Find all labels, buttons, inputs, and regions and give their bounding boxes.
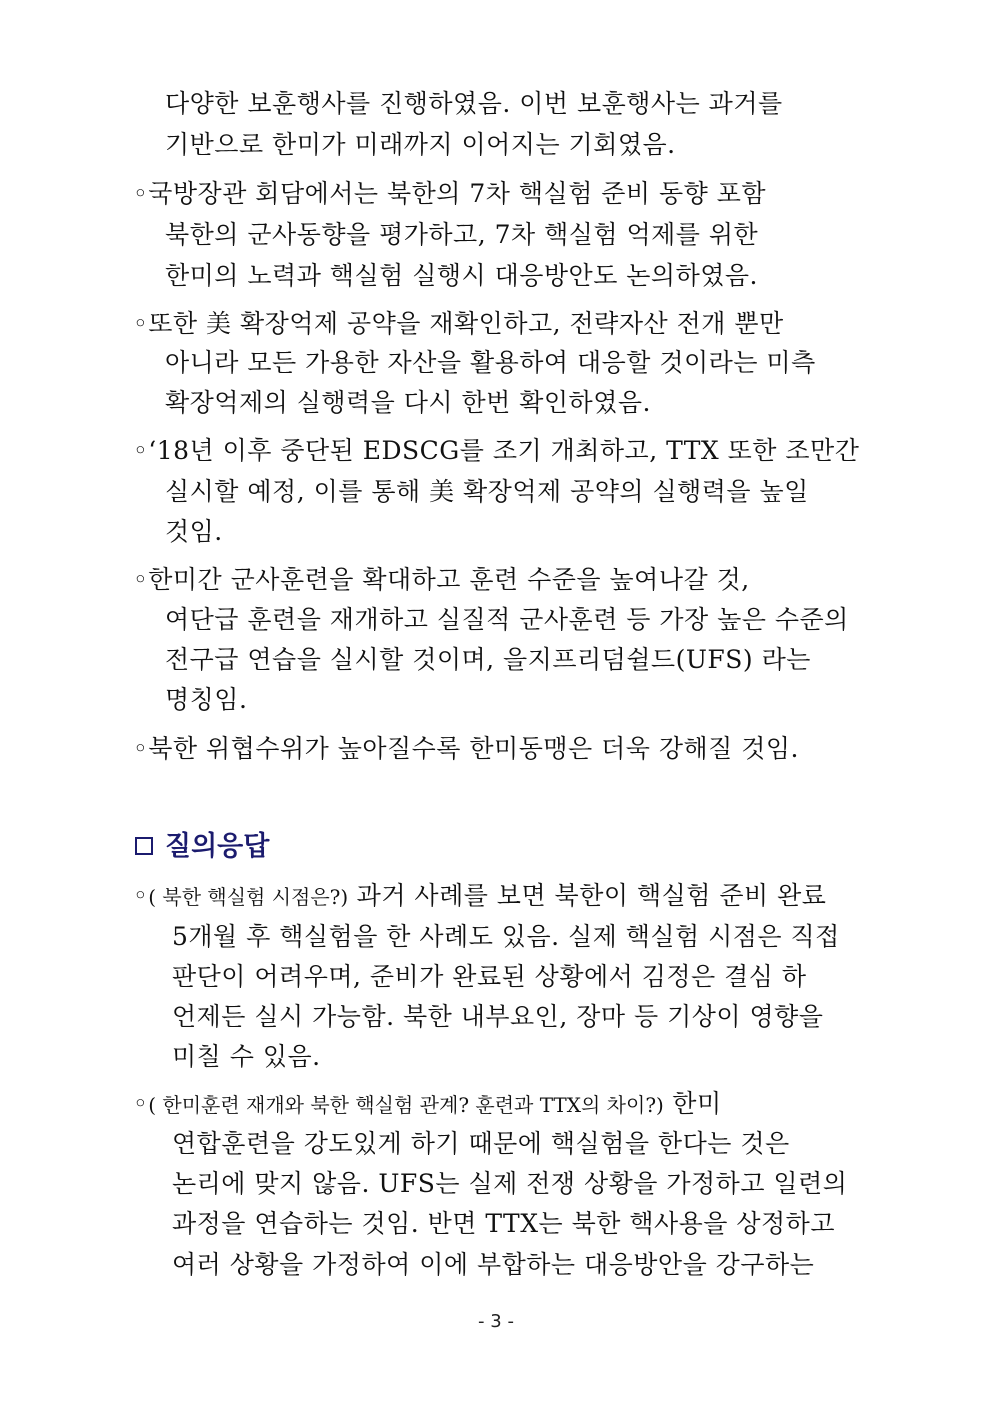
- body-line-6: ◦또한 美 확장억제 공약을 재확인하고, 전략자산 전개 뿐만: [133, 309, 784, 338]
- body-line-4: 북한의 군사동향을 평가하고, 7차 핵실험 억제를 위한: [165, 220, 759, 249]
- body-line-1: 다양한 보훈행사를 진행하였음. 이번 보훈행사는 과거를: [165, 89, 783, 118]
- body-line-10: 실시할 예정, 이를 통해 美 확장억제 공약의 실행력을 높일: [165, 477, 809, 506]
- section-heading: [135, 827, 269, 867]
- qa-1-line-5: 미칠 수 있음.: [172, 1042, 321, 1071]
- body-line-14: 전구급 연습을 실시할 것이며, 을지프리덤쉴드(UFS) 라는: [165, 645, 811, 674]
- body-line-2: 기반으로 한미가 미래까지 이어지는 기회였음.: [165, 130, 676, 159]
- qa-2-line-3: 논리에 맞지 않음. UFS는 실제 전쟁 상황을 가정하고 일련의: [172, 1169, 848, 1198]
- qa-2-first-line: [133, 1088, 722, 1121]
- qa-2-line-2: 연합훈련을 강도있게 하기 때문에 핵실험을 한다는 것은: [172, 1129, 790, 1158]
- qa-bullet: ◦: [133, 1089, 149, 1118]
- body-line-5: 한미의 노력과 핵실험 실행시 대응방안도 논의하였음.: [165, 261, 758, 290]
- body-line-12: ◦한미간 군사훈련을 확대하고 훈련 수준을 높여나갈 것,: [133, 565, 750, 594]
- body-line-15: 명칭임.: [165, 685, 248, 714]
- qa-1-line-2: 5개월 후 핵실험을 한 사례도 있음. 실제 핵실험 시점은 직접: [172, 922, 840, 951]
- qa-1-line-4: 언제든 실시 가능함. 북한 내부요인, 장마 등 기상이 영향을: [172, 1002, 824, 1031]
- qa-2-line-4: 과정을 연습하는 것임. 반면 TTX는 북한 핵사용을 상정하고: [172, 1209, 835, 1238]
- body-line-7: 아니라 모든 가용한 자산을 활용하여 대응할 것이라는 미측: [165, 348, 816, 377]
- page-number: - 3 -: [478, 1311, 514, 1332]
- body-line-13: 여단급 훈련을 재개하고 실질적 군사훈련 등 가장 높은 수준의: [165, 605, 849, 634]
- section-title: 질의응답: [165, 831, 270, 862]
- qa-1-line-3: 판단이 어려우며, 준비가 완료된 상황에서 김정은 결심 하: [172, 962, 807, 991]
- body-line-9: ◦‘18년 이후 중단된 EDSCG를 조기 개최하고, TTX 또한 조만간: [133, 436, 860, 465]
- qa-answer-start: 한미: [663, 1089, 722, 1118]
- qa-question: ( 북한 핵실험 시점은?): [148, 885, 349, 909]
- qa-1-first-line: [133, 880, 826, 913]
- qa-question: ( 한미훈련 재개와 북한 핵실험 관계? 훈련과 TTX의 차이?): [148, 1093, 664, 1117]
- body-line-11: 것임.: [165, 517, 223, 546]
- square-box-icon: [135, 837, 153, 855]
- qa-answer-start: 과거 사례를 보면 북한이 핵실험 준비 완료: [348, 881, 827, 910]
- qa-bullet: ◦: [133, 881, 149, 910]
- body-line-3: ◦국방장관 회담에서는 북한의 7차 핵실험 준비 동향 포함: [133, 179, 767, 208]
- qa-2-line-5: 여러 상황을 가정하여 이에 부합하는 대응방안을 강구하는: [172, 1250, 815, 1279]
- body-line-8: 확장억제의 실행력을 다시 한번 확인하였음.: [165, 388, 651, 417]
- body-line-16: ◦북한 위협수위가 높아질수록 한미동맹은 더욱 강해질 것임.: [133, 734, 799, 763]
